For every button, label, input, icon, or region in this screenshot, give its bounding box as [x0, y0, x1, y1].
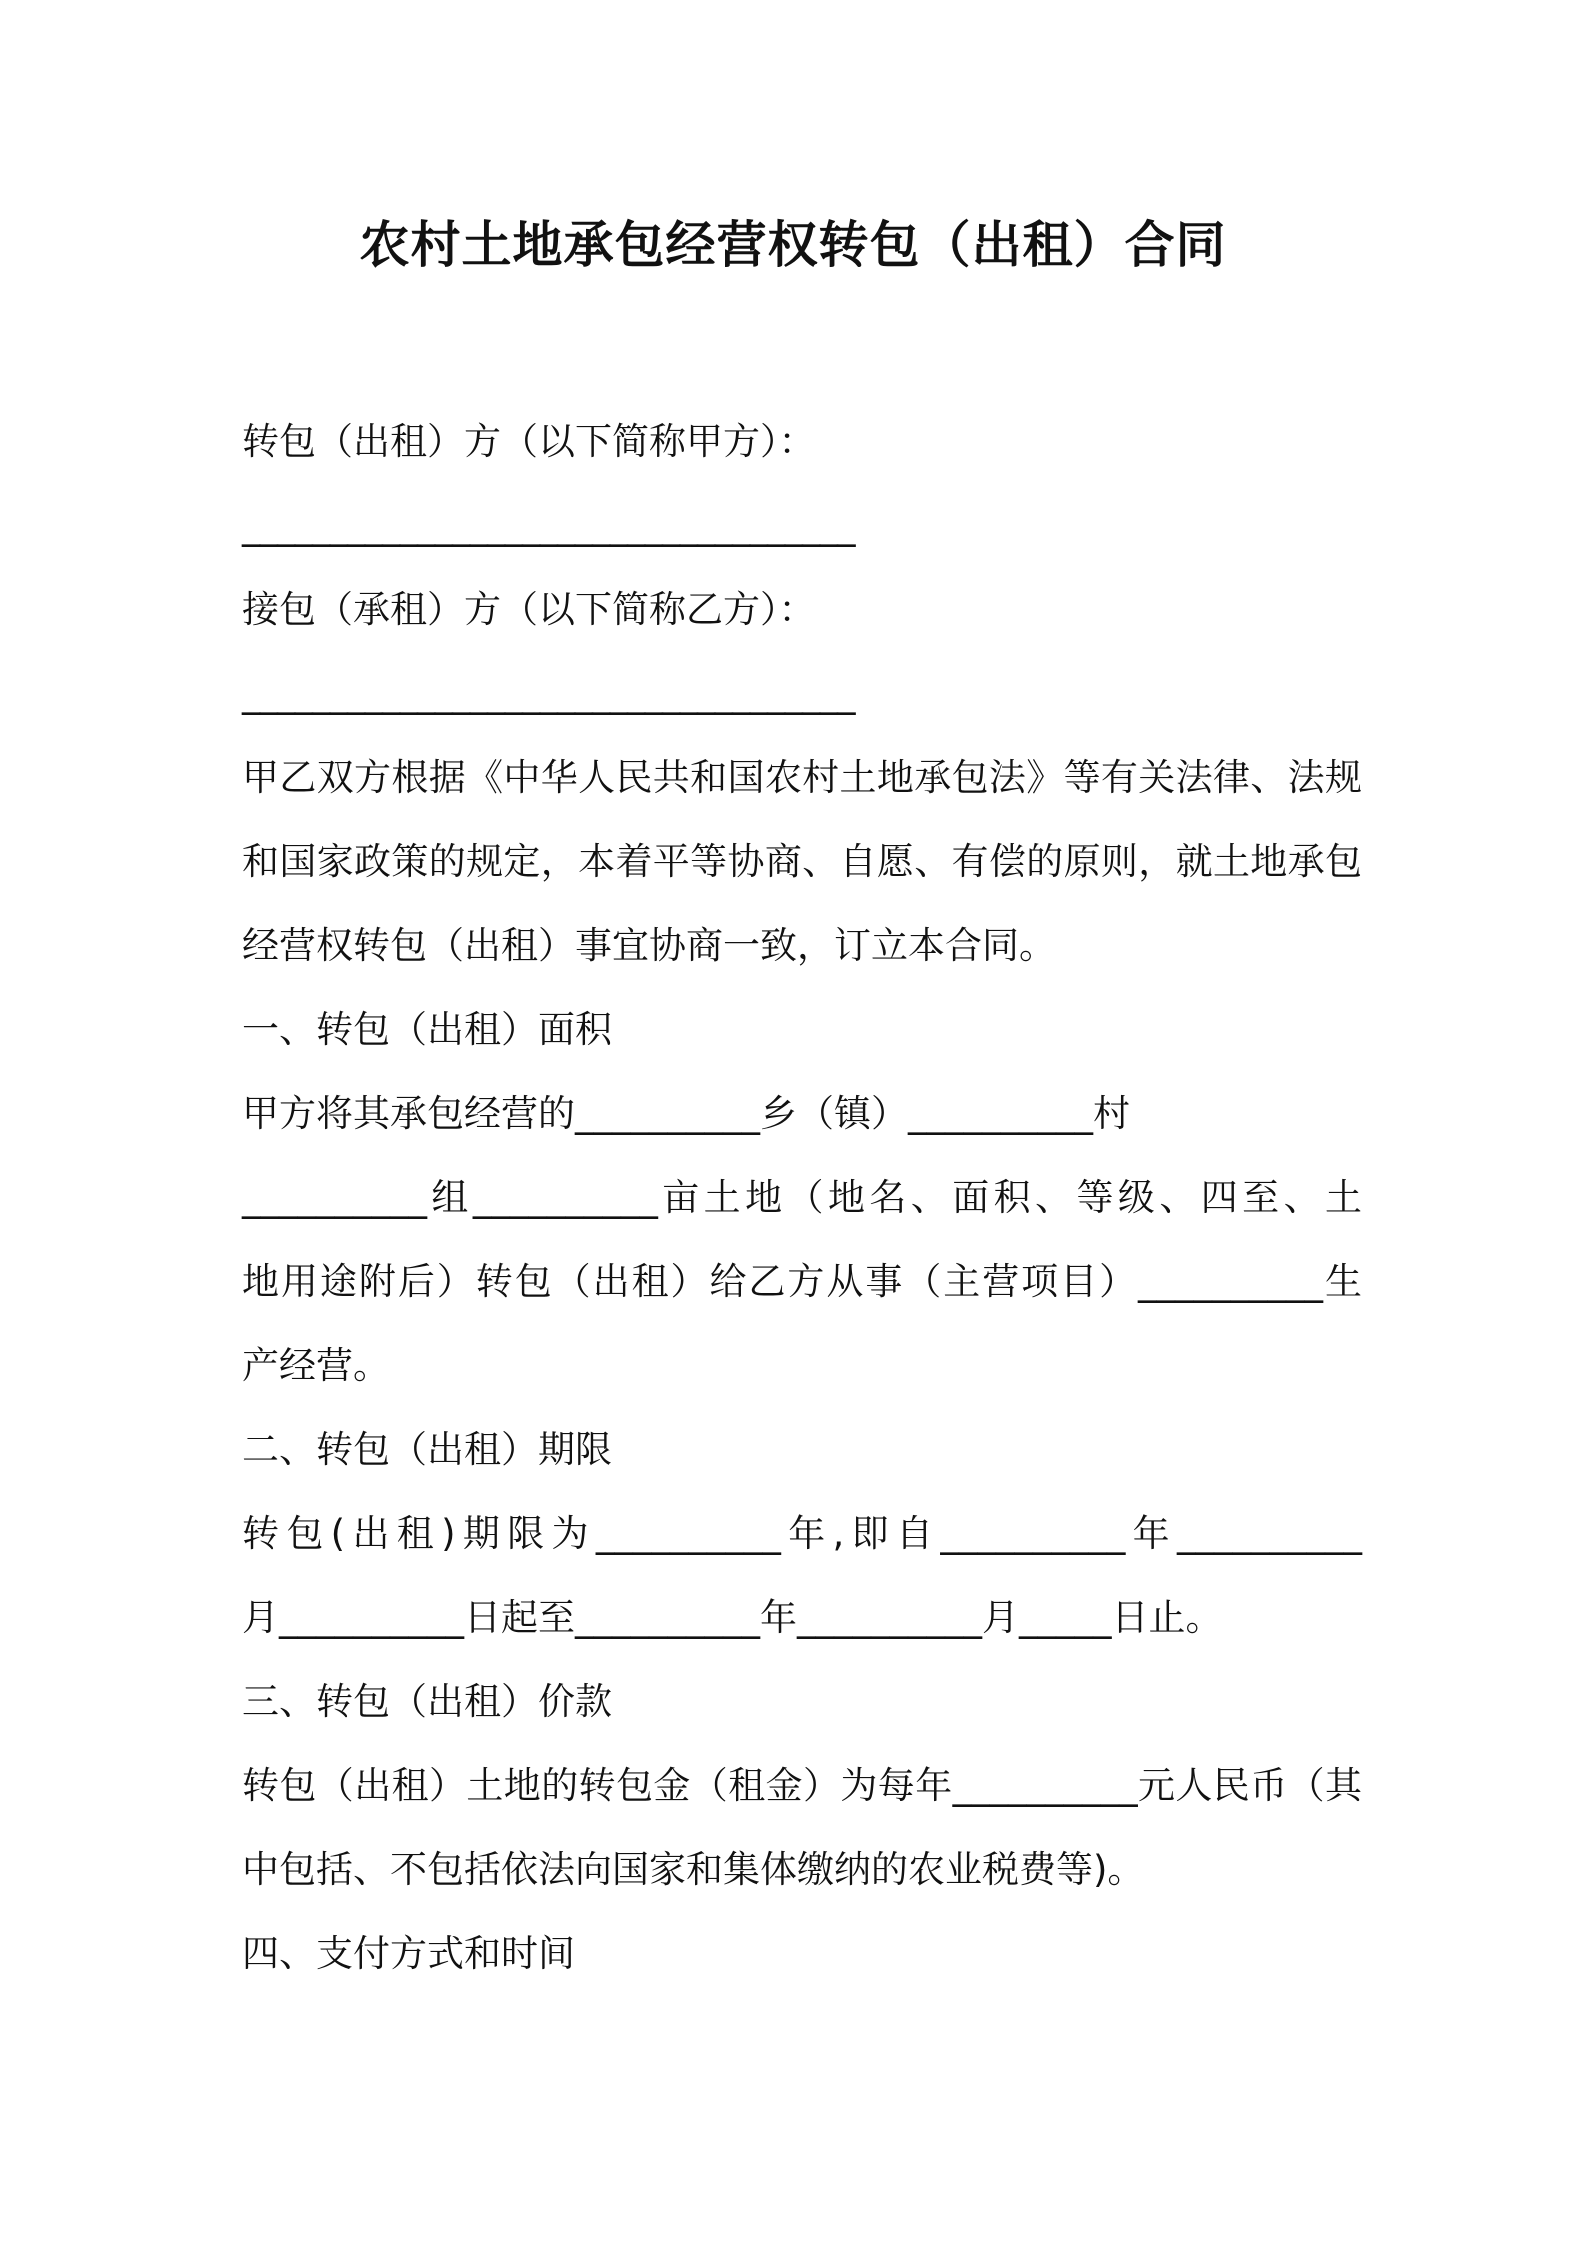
- price-line-2: 中包括、不包括依法向国家和集体缴纳的农业税费等)。: [242, 1848, 1145, 1891]
- section-heading-price: 三、转包（出租）价款: [242, 1680, 612, 1723]
- preamble-line-1: 甲乙双方根据《中华人民共和国农村土地承包法》等有关法律、法规: [242, 756, 1362, 799]
- party-a-label: 转包（出租）方（以下简称甲方）：: [242, 420, 816, 463]
- party-a-blank: ___________________________________: [242, 504, 855, 547]
- party-b-label: 接包（承租）方（以下简称乙方）：: [242, 588, 816, 631]
- term-line-2: 月__________日起至__________年__________月_____日止。: [242, 1596, 1223, 1639]
- preamble-line-2: 和国家政策的规定，本着平等协商、自愿、有偿的原则，就土地承包: [242, 840, 1362, 883]
- area-line-2: __________组__________亩土地（地名、面积、等级、四至、土: [242, 1176, 1362, 1219]
- document-title: 农村土地承包经营权转包（出租）合同: [359, 216, 1227, 274]
- section-heading-payment: 四、支付方式和时间: [242, 1932, 575, 1975]
- party-b-blank: ___________________________________: [242, 672, 855, 715]
- area-line-1: 甲方将其承包经营的__________乡（镇）__________村: [242, 1092, 1130, 1135]
- section-heading-area: 一、转包（出租）面积: [242, 1008, 612, 1051]
- area-line-4: 产经营。: [242, 1344, 390, 1387]
- area-line-3: 地用途附后）转包（出租）给乙方从事（主营项目）__________生: [242, 1260, 1362, 1303]
- document-body: [242, 400, 1362, 1996]
- preamble-line-3: 经营权转包（出租）事宜协商一致，订立本合同。: [242, 924, 1056, 967]
- price-line-1: 转包（出租）土地的转包金（租金）为每年__________元人民币（其: [242, 1764, 1362, 1807]
- section-heading-term: 二、转包（出租）期限: [242, 1428, 612, 1471]
- term-line-1: 转包(出租)期限为__________年,即自__________年__________: [242, 1512, 1362, 1555]
